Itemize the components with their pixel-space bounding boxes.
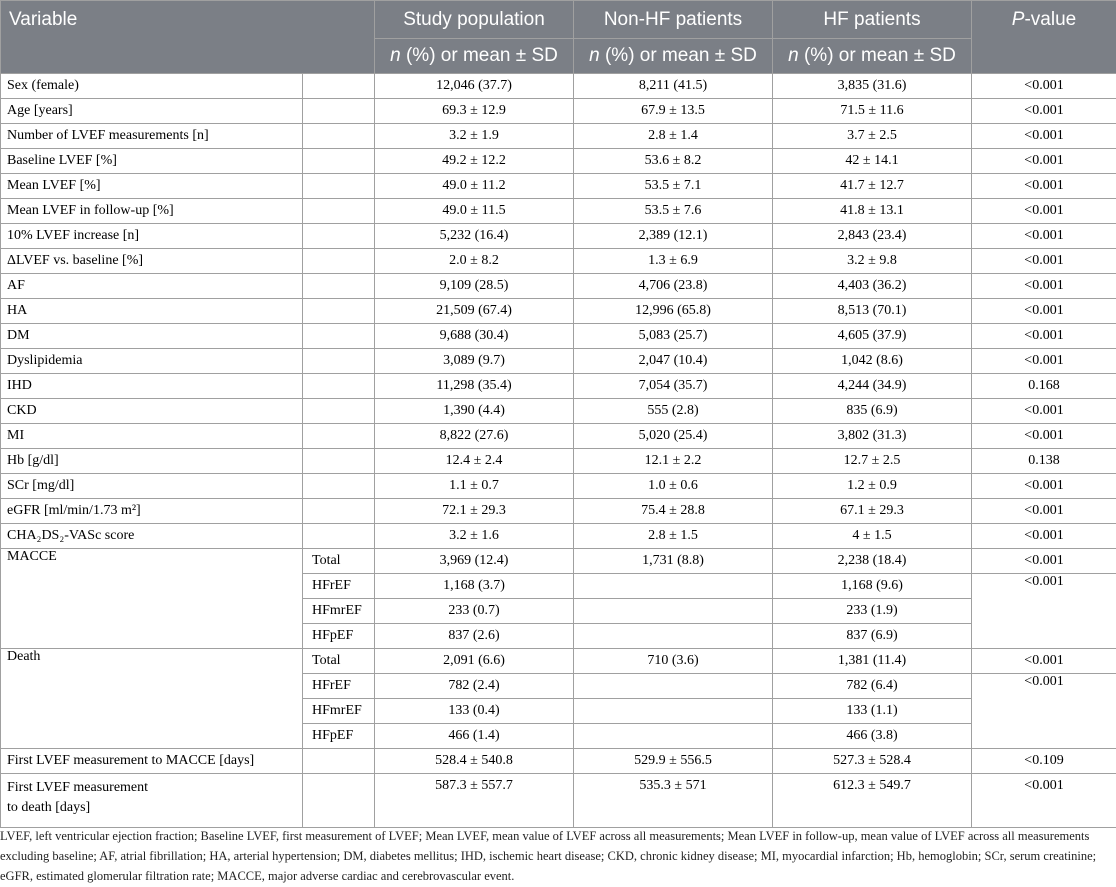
cell-non-hf	[574, 574, 773, 599]
row-label: Mean LVEF in follow-up [%]	[1, 199, 303, 224]
header-variable: Variable	[1, 1, 375, 74]
cell-p: <0.001	[972, 99, 1116, 124]
row-sublabel: HFpEF	[303, 724, 375, 749]
cell-non-hf	[574, 724, 773, 749]
row-label: IHD	[1, 374, 303, 399]
cell-non-hf: 535.3 ± 571	[574, 774, 773, 828]
row-label: Hb [g/dl]	[1, 449, 303, 474]
table-row	[1, 149, 1116, 174]
cell-non-hf: 4,706 (23.8)	[574, 274, 773, 299]
cell-non-hf: 2.8 ± 1.4	[574, 124, 773, 149]
row-label: MACCE	[1, 549, 303, 649]
row-label: DM	[1, 324, 303, 349]
cell-study: 72.1 ± 29.3	[375, 499, 574, 524]
table-row	[1, 449, 1116, 474]
table-row	[1, 474, 1116, 499]
cell-p: <0.001	[972, 324, 1116, 349]
cell-hf: 527.3 ± 528.4	[773, 749, 972, 774]
cell-non-hf: 75.4 ± 28.8	[574, 499, 773, 524]
cell-study: 49.0 ± 11.5	[375, 199, 574, 224]
cell-p: <0.001	[972, 299, 1116, 324]
row-sublabel-empty	[303, 224, 375, 249]
row-sublabel: HFmrEF	[303, 599, 375, 624]
cell-hf: 3.7 ± 2.5	[773, 124, 972, 149]
row-label: MI	[1, 424, 303, 449]
cell-hf: 835 (6.9)	[773, 399, 972, 424]
subheader-hf: n (%) or mean ± SD	[773, 39, 972, 74]
cell-p: <0.001	[972, 774, 1116, 828]
row-sublabel: Total	[303, 649, 375, 674]
cell-p: <0.001	[972, 574, 1116, 649]
subheader-study: n (%) or mean ± SD	[375, 39, 574, 74]
cell-non-hf: 5,083 (25.7)	[574, 324, 773, 349]
cell-study: 782 (2.4)	[375, 674, 574, 699]
row-label: AF	[1, 274, 303, 299]
cell-p: <0.001	[972, 649, 1116, 674]
cell-non-hf: 12.1 ± 2.2	[574, 449, 773, 474]
row-sublabel-empty	[303, 499, 375, 524]
row-sublabel-empty	[303, 399, 375, 424]
cell-study: 2,091 (6.6)	[375, 649, 574, 674]
cell-study: 5,232 (16.4)	[375, 224, 574, 249]
row-label: HA	[1, 299, 303, 324]
cell-study: 3.2 ± 1.9	[375, 124, 574, 149]
row-sublabel-empty	[303, 449, 375, 474]
table-row	[1, 99, 1116, 124]
row-sublabel-empty	[303, 474, 375, 499]
row-sublabel: HFpEF	[303, 624, 375, 649]
cell-hf: 4,403 (36.2)	[773, 274, 972, 299]
cell-p: <0.001	[972, 124, 1116, 149]
header-p-value: P-value	[972, 1, 1116, 74]
cell-study: 133 (0.4)	[375, 699, 574, 724]
table-row	[1, 774, 1116, 828]
row-sublabel-empty	[303, 299, 375, 324]
cell-hf: 1,381 (11.4)	[773, 649, 972, 674]
table-row	[1, 274, 1116, 299]
row-sublabel-empty	[303, 374, 375, 399]
cell-hf: 1,168 (9.6)	[773, 574, 972, 599]
cell-study: 9,688 (30.4)	[375, 324, 574, 349]
row-label: 10% LVEF increase [n]	[1, 224, 303, 249]
row-sublabel-empty	[303, 74, 375, 99]
cell-hf: 4,244 (34.9)	[773, 374, 972, 399]
cell-hf: 3,835 (31.6)	[773, 74, 972, 99]
row-sublabel: HFmrEF	[303, 699, 375, 724]
row-sublabel-empty	[303, 324, 375, 349]
cell-p: <0.001	[972, 224, 1116, 249]
row-label: ΔLVEF vs. baseline [%]	[1, 249, 303, 274]
row-sublabel-empty	[303, 199, 375, 224]
row-sublabel-empty	[303, 174, 375, 199]
cell-study: 21,509 (67.4)	[375, 299, 574, 324]
cell-hf: 71.5 ± 11.6	[773, 99, 972, 124]
cell-non-hf: 1.0 ± 0.6	[574, 474, 773, 499]
row-label: Age [years]	[1, 99, 303, 124]
cell-hf: 3,802 (31.3)	[773, 424, 972, 449]
table-row	[1, 349, 1116, 374]
cell-hf: 2,843 (23.4)	[773, 224, 972, 249]
row-sublabel: HFrEF	[303, 574, 375, 599]
table-row	[1, 424, 1116, 449]
cell-non-hf	[574, 699, 773, 724]
cell-hf: 42 ± 14.1	[773, 149, 972, 174]
cell-study: 8,822 (27.6)	[375, 424, 574, 449]
cell-hf: 3.2 ± 9.8	[773, 249, 972, 274]
row-sublabel-empty	[303, 749, 375, 774]
cell-p: <0.001	[972, 399, 1116, 424]
cell-hf: 41.8 ± 13.1	[773, 199, 972, 224]
row-label: First LVEF measurement to death [days]	[1, 774, 303, 828]
row-label: Mean LVEF [%]	[1, 174, 303, 199]
cell-non-hf: 1.3 ± 6.9	[574, 249, 773, 274]
header-hf: HF patients	[773, 1, 972, 39]
cell-p: <0.001	[972, 274, 1116, 299]
cell-p: <0.001	[972, 149, 1116, 174]
cell-non-hf: 1,731 (8.8)	[574, 549, 773, 574]
cell-p: <0.001	[972, 424, 1116, 449]
cell-non-hf	[574, 599, 773, 624]
cell-study: 2.0 ± 8.2	[375, 249, 574, 274]
cell-non-hf: 53.6 ± 8.2	[574, 149, 773, 174]
cell-study: 1,390 (4.4)	[375, 399, 574, 424]
cell-p: <0.001	[972, 474, 1116, 499]
row-sublabel-empty	[303, 349, 375, 374]
cell-p: <0.001	[972, 524, 1116, 549]
cell-hf: 233 (1.9)	[773, 599, 972, 624]
row-sublabel-empty	[303, 249, 375, 274]
row-label: CHA₂DS₂-VASc score	[1, 524, 303, 549]
cell-non-hf: 67.9 ± 13.5	[574, 99, 773, 124]
row-sublabel-empty	[303, 424, 375, 449]
cell-non-hf	[574, 674, 773, 699]
cell-hf: 466 (3.8)	[773, 724, 972, 749]
cell-study: 1,168 (3.7)	[375, 574, 574, 599]
cell-p: <0.001	[972, 174, 1116, 199]
cell-study: 3.2 ± 1.6	[375, 524, 574, 549]
row-sublabel-empty	[303, 774, 375, 828]
cell-non-hf: 12,996 (65.8)	[574, 299, 773, 324]
subheader-non-hf: n (%) or mean ± SD	[574, 39, 773, 74]
cell-non-hf: 710 (3.6)	[574, 649, 773, 674]
cell-p: <0.109	[972, 749, 1116, 774]
cell-study: 49.2 ± 12.2	[375, 149, 574, 174]
table-footnote: LVEF, left ventricular ejection fraction; Baseline LVEF, first measurement of LVEF; Mean LVEF, mean value of LVEF across all measurements; Mean LVEF in follow-up, mean value of LVEF across all measurements excluding baseline; AF, atrial fibrillation; HA, arterial hypertension; DM, diabetes mellitus; IHD, ischemic heart disease; CKD, chronic kidney disease; MI, myocardial infarction; Hb, hemoglobin; SCr, serum creatinine; eGFR, estimated glomerular filtration rate; MACCE, major adverse cardiac and cerebrovascular event.	[0, 829, 1097, 883]
cell-hf: 2,238 (18.4)	[773, 549, 972, 574]
cell-hf: 41.7 ± 12.7	[773, 174, 972, 199]
row-label: Sex (female)	[1, 74, 303, 99]
table-row	[1, 124, 1116, 149]
cell-study: 233 (0.7)	[375, 599, 574, 624]
table-row	[1, 324, 1116, 349]
cell-hf: 1.2 ± 0.9	[773, 474, 972, 499]
cell-p: <0.001	[972, 249, 1116, 274]
table-row	[1, 224, 1116, 249]
cell-study: 12,046 (37.7)	[375, 74, 574, 99]
cell-hf: 4 ± 1.5	[773, 524, 972, 549]
cell-p: 0.138	[972, 449, 1116, 474]
cell-p: <0.001	[972, 349, 1116, 374]
row-sublabel-empty	[303, 524, 375, 549]
table-row	[1, 524, 1116, 549]
cell-hf: 837 (6.9)	[773, 624, 972, 649]
cell-non-hf: 2.8 ± 1.5	[574, 524, 773, 549]
cell-hf: 67.1 ± 29.3	[773, 499, 972, 524]
cell-p: 0.168	[972, 374, 1116, 399]
cell-non-hf	[574, 624, 773, 649]
cell-p: <0.001	[972, 74, 1116, 99]
cell-non-hf: 2,047 (10.4)	[574, 349, 773, 374]
row-label: eGFR [ml/min/1.73 m²]	[1, 499, 303, 524]
cell-study: 9,109 (28.5)	[375, 274, 574, 299]
row-sublabel: Total	[303, 549, 375, 574]
table-row	[1, 399, 1116, 424]
cell-hf: 12.7 ± 2.5	[773, 449, 972, 474]
cell-study: 69.3 ± 12.9	[375, 99, 574, 124]
table-row	[1, 499, 1116, 524]
row-label: Baseline LVEF [%]	[1, 149, 303, 174]
cell-hf: 1,042 (8.6)	[773, 349, 972, 374]
cell-p: <0.001	[972, 549, 1116, 574]
table-row	[1, 299, 1116, 324]
cell-non-hf: 7,054 (35.7)	[574, 374, 773, 399]
header-study-population: Study population	[375, 1, 574, 39]
cell-study: 466 (1.4)	[375, 724, 574, 749]
row-label: First LVEF measurement to MACCE [days]	[1, 749, 303, 774]
cell-study: 587.3 ± 557.7	[375, 774, 574, 828]
cell-hf: 8,513 (70.1)	[773, 299, 972, 324]
row-label: Number of LVEF measurements [n]	[1, 124, 303, 149]
cell-hf: 4,605 (37.9)	[773, 324, 972, 349]
row-label: Death	[1, 649, 303, 749]
cell-study: 528.4 ± 540.8	[375, 749, 574, 774]
cell-non-hf: 53.5 ± 7.6	[574, 199, 773, 224]
cell-p: <0.001	[972, 674, 1116, 749]
row-sublabel-empty	[303, 149, 375, 174]
row-sublabel-empty	[303, 99, 375, 124]
table-row	[1, 549, 1116, 574]
header-non-hf: Non-HF patients	[574, 1, 773, 39]
cell-non-hf: 2,389 (12.1)	[574, 224, 773, 249]
table-row	[1, 649, 1116, 674]
row-sublabel-empty	[303, 124, 375, 149]
row-sublabel-empty	[303, 274, 375, 299]
table-row	[1, 199, 1116, 224]
cell-study: 3,969 (12.4)	[375, 549, 574, 574]
cell-study: 3,089 (9.7)	[375, 349, 574, 374]
table-row	[1, 749, 1116, 774]
table-row	[1, 374, 1116, 399]
cell-p: <0.001	[972, 499, 1116, 524]
cell-study: 49.0 ± 11.2	[375, 174, 574, 199]
cell-p: <0.001	[972, 199, 1116, 224]
cell-hf: 133 (1.1)	[773, 699, 972, 724]
row-label: SCr [mg/dl]	[1, 474, 303, 499]
cell-hf: 612.3 ± 549.7	[773, 774, 972, 828]
row-sublabel: HFrEF	[303, 674, 375, 699]
cell-study: 1.1 ± 0.7	[375, 474, 574, 499]
table-row	[1, 249, 1116, 274]
row-label: Dyslipidemia	[1, 349, 303, 374]
cell-non-hf: 53.5 ± 7.1	[574, 174, 773, 199]
cell-non-hf: 529.9 ± 556.5	[574, 749, 773, 774]
table-row	[1, 174, 1116, 199]
cell-study: 12.4 ± 2.4	[375, 449, 574, 474]
cell-hf: 782 (6.4)	[773, 674, 972, 699]
row-label: CKD	[1, 399, 303, 424]
cell-non-hf: 555 (2.8)	[574, 399, 773, 424]
cell-study: 11,298 (35.4)	[375, 374, 574, 399]
cell-non-hf: 8,211 (41.5)	[574, 74, 773, 99]
cell-study: 837 (2.6)	[375, 624, 574, 649]
table-row	[1, 74, 1116, 99]
cell-non-hf: 5,020 (25.4)	[574, 424, 773, 449]
